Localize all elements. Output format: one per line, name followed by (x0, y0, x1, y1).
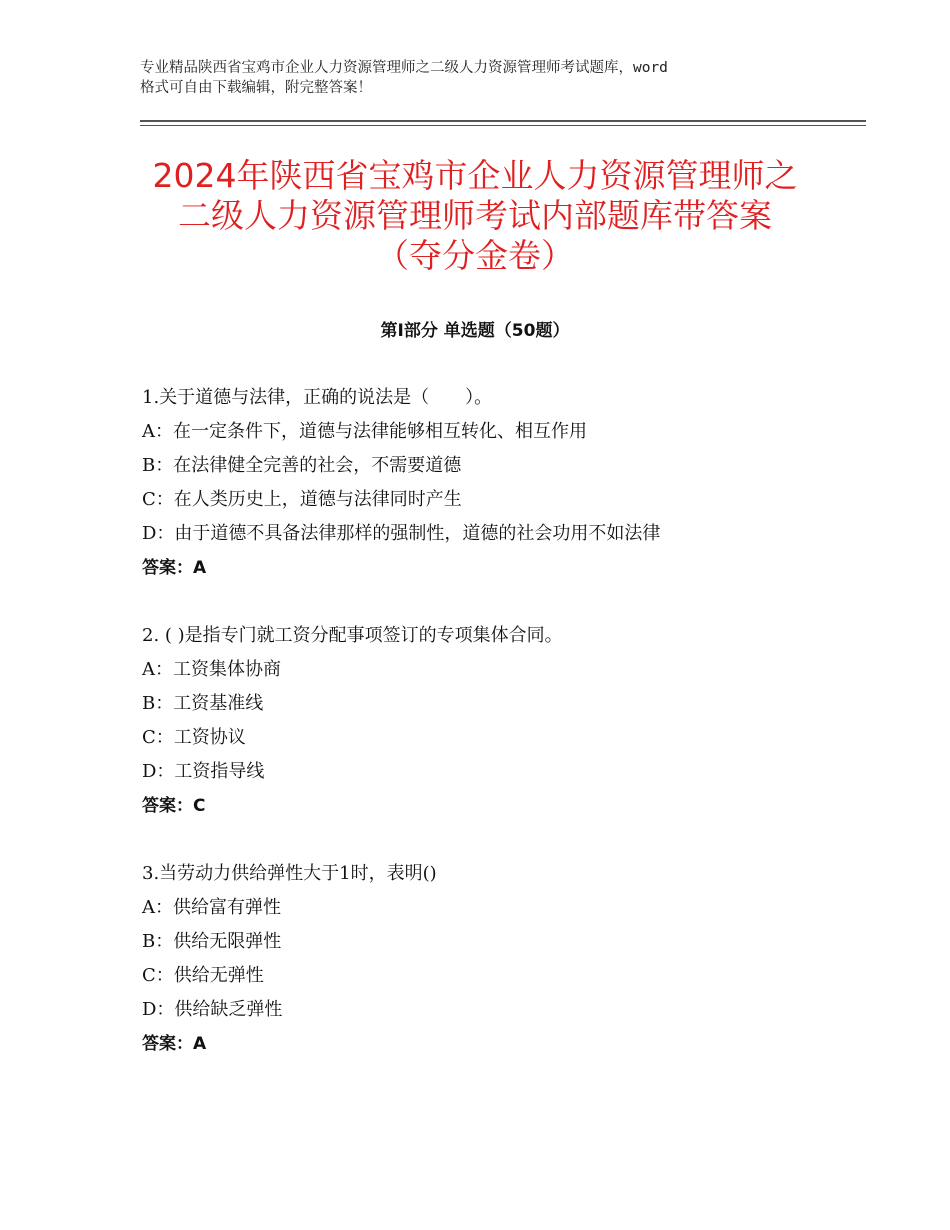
header-note-line-2: 格式可自由下载编辑，附完整答案！ (140, 80, 372, 96)
answer: 答案：C (142, 796, 206, 816)
option-a: A：在一定条件下，道德与法律能够相互转化、相互作用 (142, 421, 587, 442)
option-c: C：在人类历史上，道德与法律同时产生 (142, 489, 462, 510)
option-b: B：供给无限弹性 (142, 931, 282, 952)
option-c: C：工资协议 (142, 727, 246, 748)
option-a: A：供给富有弹性 (142, 897, 281, 918)
header-note (140, 58, 830, 98)
header-divider (140, 120, 866, 126)
option-d: D：由于道德不具备法律那样的强制性，道德的社会功用不如法律 (142, 523, 661, 544)
question-1 (142, 381, 842, 585)
answer: 答案：A (142, 1034, 207, 1054)
option-c: C：供给无弹性 (142, 965, 264, 986)
document-title (70, 156, 880, 276)
option-d: D：工资指导线 (142, 761, 265, 782)
option-b: B：工资基准线 (142, 693, 264, 714)
answer: 答案：A (142, 558, 207, 578)
title-line-1: 2024年陕西省宝鸡市企业人力资源管理师之 (152, 156, 798, 195)
option-b: B：在法律健全完善的社会，不需要道德 (142, 455, 462, 476)
option-d: D：供给缺乏弹性 (142, 999, 283, 1020)
header-note-line-1: 专业精品陕西省宝鸡市企业人力资源管理师之二级人力资源管理师考试题库，word (140, 60, 668, 76)
title-line-3: （夺分金卷） (376, 236, 574, 275)
question-stem: 1.关于道德与法律，正确的说法是（ ）。 (142, 387, 493, 408)
question-2 (142, 619, 842, 823)
question-3 (142, 857, 842, 1061)
question-stem: 2. ( )是指专门就工资分配事项签订的专项集体合同。 (142, 625, 563, 646)
option-a: A：工资集体协商 (142, 659, 281, 680)
section-heading: 第Ⅰ部分 单选题（50题） (380, 321, 570, 341)
question-stem: 3.当劳动力供给弹性大于1时，表明() (142, 863, 437, 884)
title-line-2: 二级人力资源管理师考试内部题库带答案 (178, 196, 772, 235)
